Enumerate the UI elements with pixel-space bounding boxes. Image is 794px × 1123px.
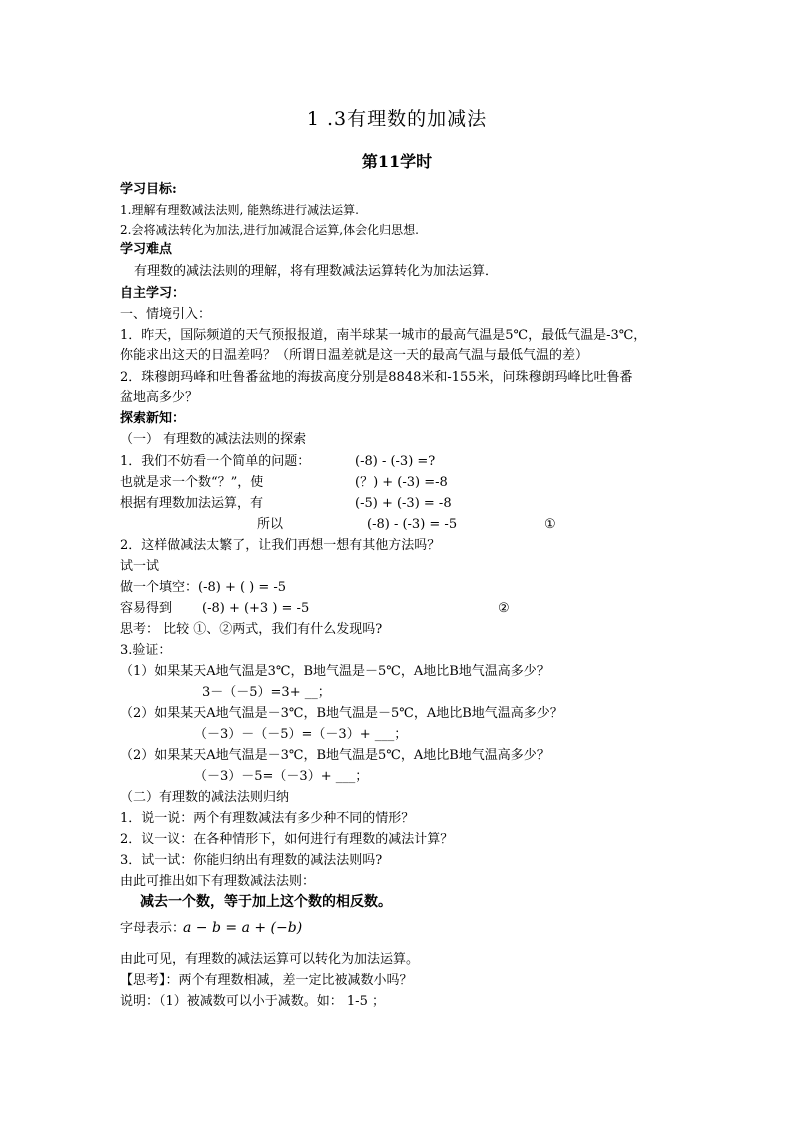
verify-answer-3: （－3）－5=（－3）+ ___； <box>194 769 369 784</box>
self-study-heading: 自主学习： <box>120 286 186 301</box>
equation-marker-2: ② <box>498 601 510 616</box>
subtraction-rule: 减去一个数，等于加上这个数的相反数。 <box>140 894 392 910</box>
verify-answer-1: 3－（－5）=3+ __； <box>202 685 331 700</box>
question-2-line-1: 2．珠穆朗玛峰和吐鲁番盆地的海拔高度分别是8848米和-155米，问珠穆朗玛峰比吐鲁番 <box>120 370 633 385</box>
equation-marker-1: ① <box>544 517 556 532</box>
summary-step-1: 1．说一说：两个有理数减法有多少种不同的情形？ <box>120 811 415 826</box>
goal-item-1: 1.理解有理数减法法则, 能熟练进行减法运算. <box>120 203 359 217</box>
easy-result-equation: (-8) + (+3 ) = -5 <box>202 601 310 616</box>
verify-question-2: （2）如果某天A地气温是－3℃，B地气温是－5℃，A地比B地气温高多少？ <box>120 706 563 721</box>
summary-step-2: 2．议一议：在各种情形下，如何进行有理数的减法计算？ <box>120 832 454 847</box>
explore-step-3-equation: (-5) + (-3) = -8 <box>355 496 452 511</box>
letter-label: 字母表示： <box>120 921 186 936</box>
explore-heading: 探索新知： <box>120 411 186 426</box>
letter-formula: a − b = a + (−b) <box>183 920 303 936</box>
verify-answer-2: （－3）－（－5）=（－3）+ ___； <box>194 727 408 742</box>
reflect-line: 【思考】：两个有理数相减，差一定比被减数小吗？ <box>120 973 413 988</box>
think-line: 思考： 比较 ①、②两式，我们有什么发现吗? <box>120 622 383 637</box>
explore-step-2-equation: (？) + (-3) =-8 <box>355 475 448 490</box>
difficulty-heading: 学习难点 <box>120 242 173 257</box>
part-1-heading: （一） 有理数的减法法则的探索 <box>120 432 307 447</box>
explore-step-4-text: 所以 <box>257 517 284 532</box>
verify-question-3: （2）如果某天A地气温是－3℃，B地气温是5℃，A地比B地气温高多少？ <box>120 748 550 763</box>
question-1-line-1: 1．昨天，国际频道的天气预报报道，南半球某一城市的最高气温是5℃，最低气温是-3℃， <box>120 328 647 343</box>
try-heading: 试一试 <box>120 559 160 574</box>
explore-step-4-equation: (-8) - (-3) = -5 <box>367 517 458 532</box>
goals-heading: 学习目标: <box>120 182 177 197</box>
derive-line: 由此可推出如下有理数减法法则： <box>120 874 316 889</box>
question-2-line-2: 盆地高多少？ <box>120 390 199 405</box>
part-2-heading: （二）有理数的减法法则归纳 <box>120 790 290 805</box>
question-1-line-2: 你能求出这天的日温差吗？（所谓日温差就是这一天的最高气温与最低气温的差） <box>120 348 589 363</box>
difficulty-text: 有理数的减法法则的理解，将有理数减法运算转化为加法运算． <box>134 264 499 279</box>
explore-step-2-text: 也就是求一个数“？”，使 <box>120 475 264 490</box>
verify-heading: 3.验证： <box>120 643 172 658</box>
verify-question-1: （1）如果某天A地气温是3℃，B地气温是－5℃，A地比B地气温高多少？ <box>120 664 550 679</box>
page-title: 1 .3有理数的加减法 <box>306 108 488 130</box>
easy-result-text: 容易得到 <box>120 601 173 616</box>
explore-step-1-text: 1．我们不妨看一个简单的问题： <box>120 454 311 469</box>
explore-step-3-text: 根据有理数加法运算，有 <box>120 496 264 511</box>
conclusion-line: 由此可见，有理数的减法运算可以转化为加法运算。 <box>120 952 420 967</box>
intro-heading: 一、情境引入： <box>120 307 212 322</box>
summary-step-3: 3．试一试：你能归纳出有理数的减法法则吗? <box>120 853 383 868</box>
fill-blank-line: 做一个填空：(-8) + ( ) = -5 <box>120 580 287 595</box>
lesson-subtitle: 第11学时 <box>361 152 433 171</box>
explore-step-5: 2．这样做减法太繁了，让我们再想一想有其他方法吗？ <box>120 538 441 553</box>
goal-item-2: 2.会将减法转化为加法,进行加减混合运算,体会化归思想. <box>120 223 419 237</box>
explore-step-1-equation: (-8) - (-3) =? <box>355 454 436 469</box>
note-line: 说明：（1）被减数可以小于减数。如： 1-5 ； <box>120 994 385 1009</box>
